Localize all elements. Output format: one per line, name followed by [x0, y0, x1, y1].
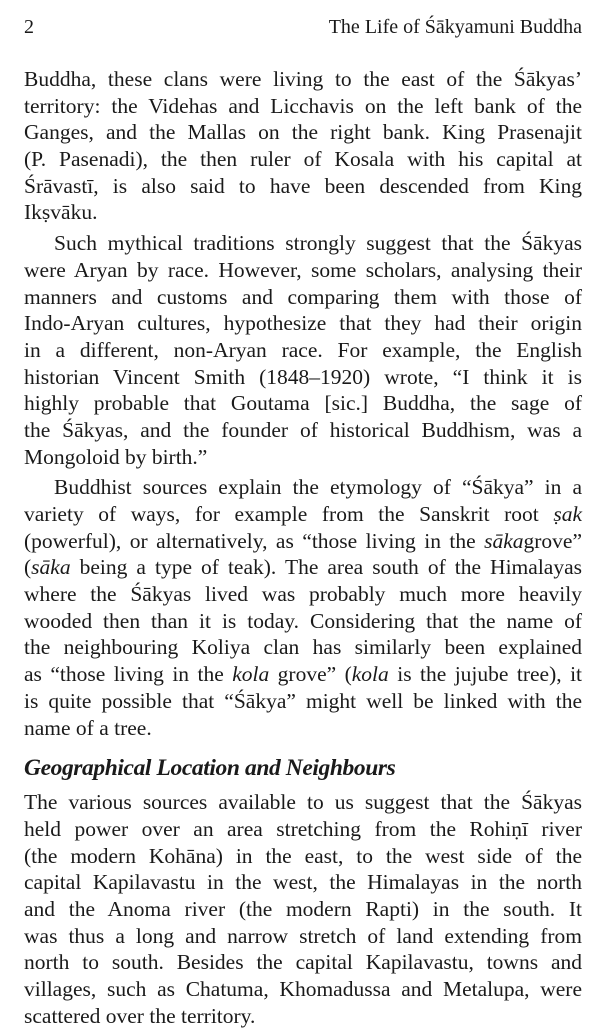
text-line: capital Kapilavastu in the west, the Himalayas in the north	[24, 870, 582, 895]
paragraph-aryan-origin	[24, 230, 582, 470]
italic-term: sāka	[31, 555, 71, 580]
text-line: held power over an area stretching from the Rohiṇī river	[24, 816, 582, 841]
text-line: territory: the Videhas and Licchavis on the left bank of the	[24, 93, 582, 118]
text-line: manners and customs and comparing them with those of	[24, 284, 582, 309]
text-line: The various sources available to us suggest that the Śākyas	[24, 790, 582, 815]
text-line: were Aryan by race. However, some scholars, analysing their	[24, 257, 582, 282]
paragraph-etymology	[24, 474, 582, 741]
body-text	[24, 66, 582, 1029]
text-line: is quite possible that “Śākya” might well be linked with the	[24, 688, 582, 713]
text-line: north to south. Besides the capital Kapilavastu, towns and	[24, 950, 582, 975]
text-line: Buddha, these clans were living to the east of the Śākyas’	[24, 67, 582, 91]
italic-term: sāka	[484, 528, 524, 553]
text-line: Such mythical traditions strongly suggest that the Śākyas	[54, 231, 582, 256]
text-line: was thus a long and narrow stretch of land extending from	[24, 923, 582, 948]
text-line: in a different, non-Aryan race. For example, the English	[24, 337, 582, 362]
text-line: historian Vincent Smith (1848–1920) wrote, “I think it is	[24, 364, 582, 389]
text-line: (P. Pasenadi), the then ruler of Kosala with his capital at	[24, 147, 582, 172]
text-line: (sāka being a type of teak). The area south of the Himalayas	[24, 555, 582, 580]
italic-term: kola	[232, 662, 270, 687]
paragraph-geography	[24, 789, 582, 1029]
text-line: name of a tree.	[24, 715, 152, 740]
text-line: where the Śākyas lived was probably much more heavily	[24, 582, 582, 607]
text-line: Indo-Aryan cultures, hypothesize that they had their origin	[24, 311, 582, 336]
text-line: Ikṣvāku.	[24, 200, 98, 225]
text-line: wooded then than it is today. Considering that the name of	[24, 608, 582, 633]
running-header	[24, 16, 582, 40]
text-line: Buddhist sources explain the etymology of “Śākya” in a	[54, 475, 582, 500]
text-line: scattered over the territory.	[24, 1003, 256, 1028]
text-line: villages, such as Chatuma, Khomadussa and Metalupa, were	[24, 977, 582, 1001]
text-line: highly probable that Goutama [sic.] Buddha, the sage of	[24, 391, 582, 416]
paragraph-clans	[24, 66, 582, 226]
text-line: variety of ways, for example from the Sanskrit root ṣak	[24, 502, 583, 526]
running-title: The Life of Śākyamuni Buddha	[328, 16, 582, 38]
italic-term: kola	[351, 662, 389, 687]
section-heading: Geographical Location and Neighbours	[24, 755, 396, 782]
text-line: the Śākyas, and the founder of historical Buddhism, was a	[24, 417, 582, 442]
text-line: Mongoloid by birth.”	[24, 444, 208, 469]
text-line: Ganges, and the Mallas on the right bank. King Prasenajit	[24, 120, 582, 145]
text-line: as “those living in the kola grove” (kola is the jujube tree), it	[24, 662, 583, 687]
page-number: 2	[24, 16, 34, 38]
text-line: the neighbouring Koliya clan has similarly been explained	[24, 635, 582, 660]
text-line: Śrāvastī, is also said to have been descended from King	[24, 173, 582, 198]
italic-term: ṣak	[553, 502, 583, 526]
text-line: (powerful), or alternatively, as “those living in the sākagrove”	[24, 528, 583, 553]
text-line: and the Anoma river (the modern Rapti) in the south. It	[24, 896, 582, 921]
text-line: (the modern Kohāna) in the east, to the west side of the	[24, 843, 582, 868]
